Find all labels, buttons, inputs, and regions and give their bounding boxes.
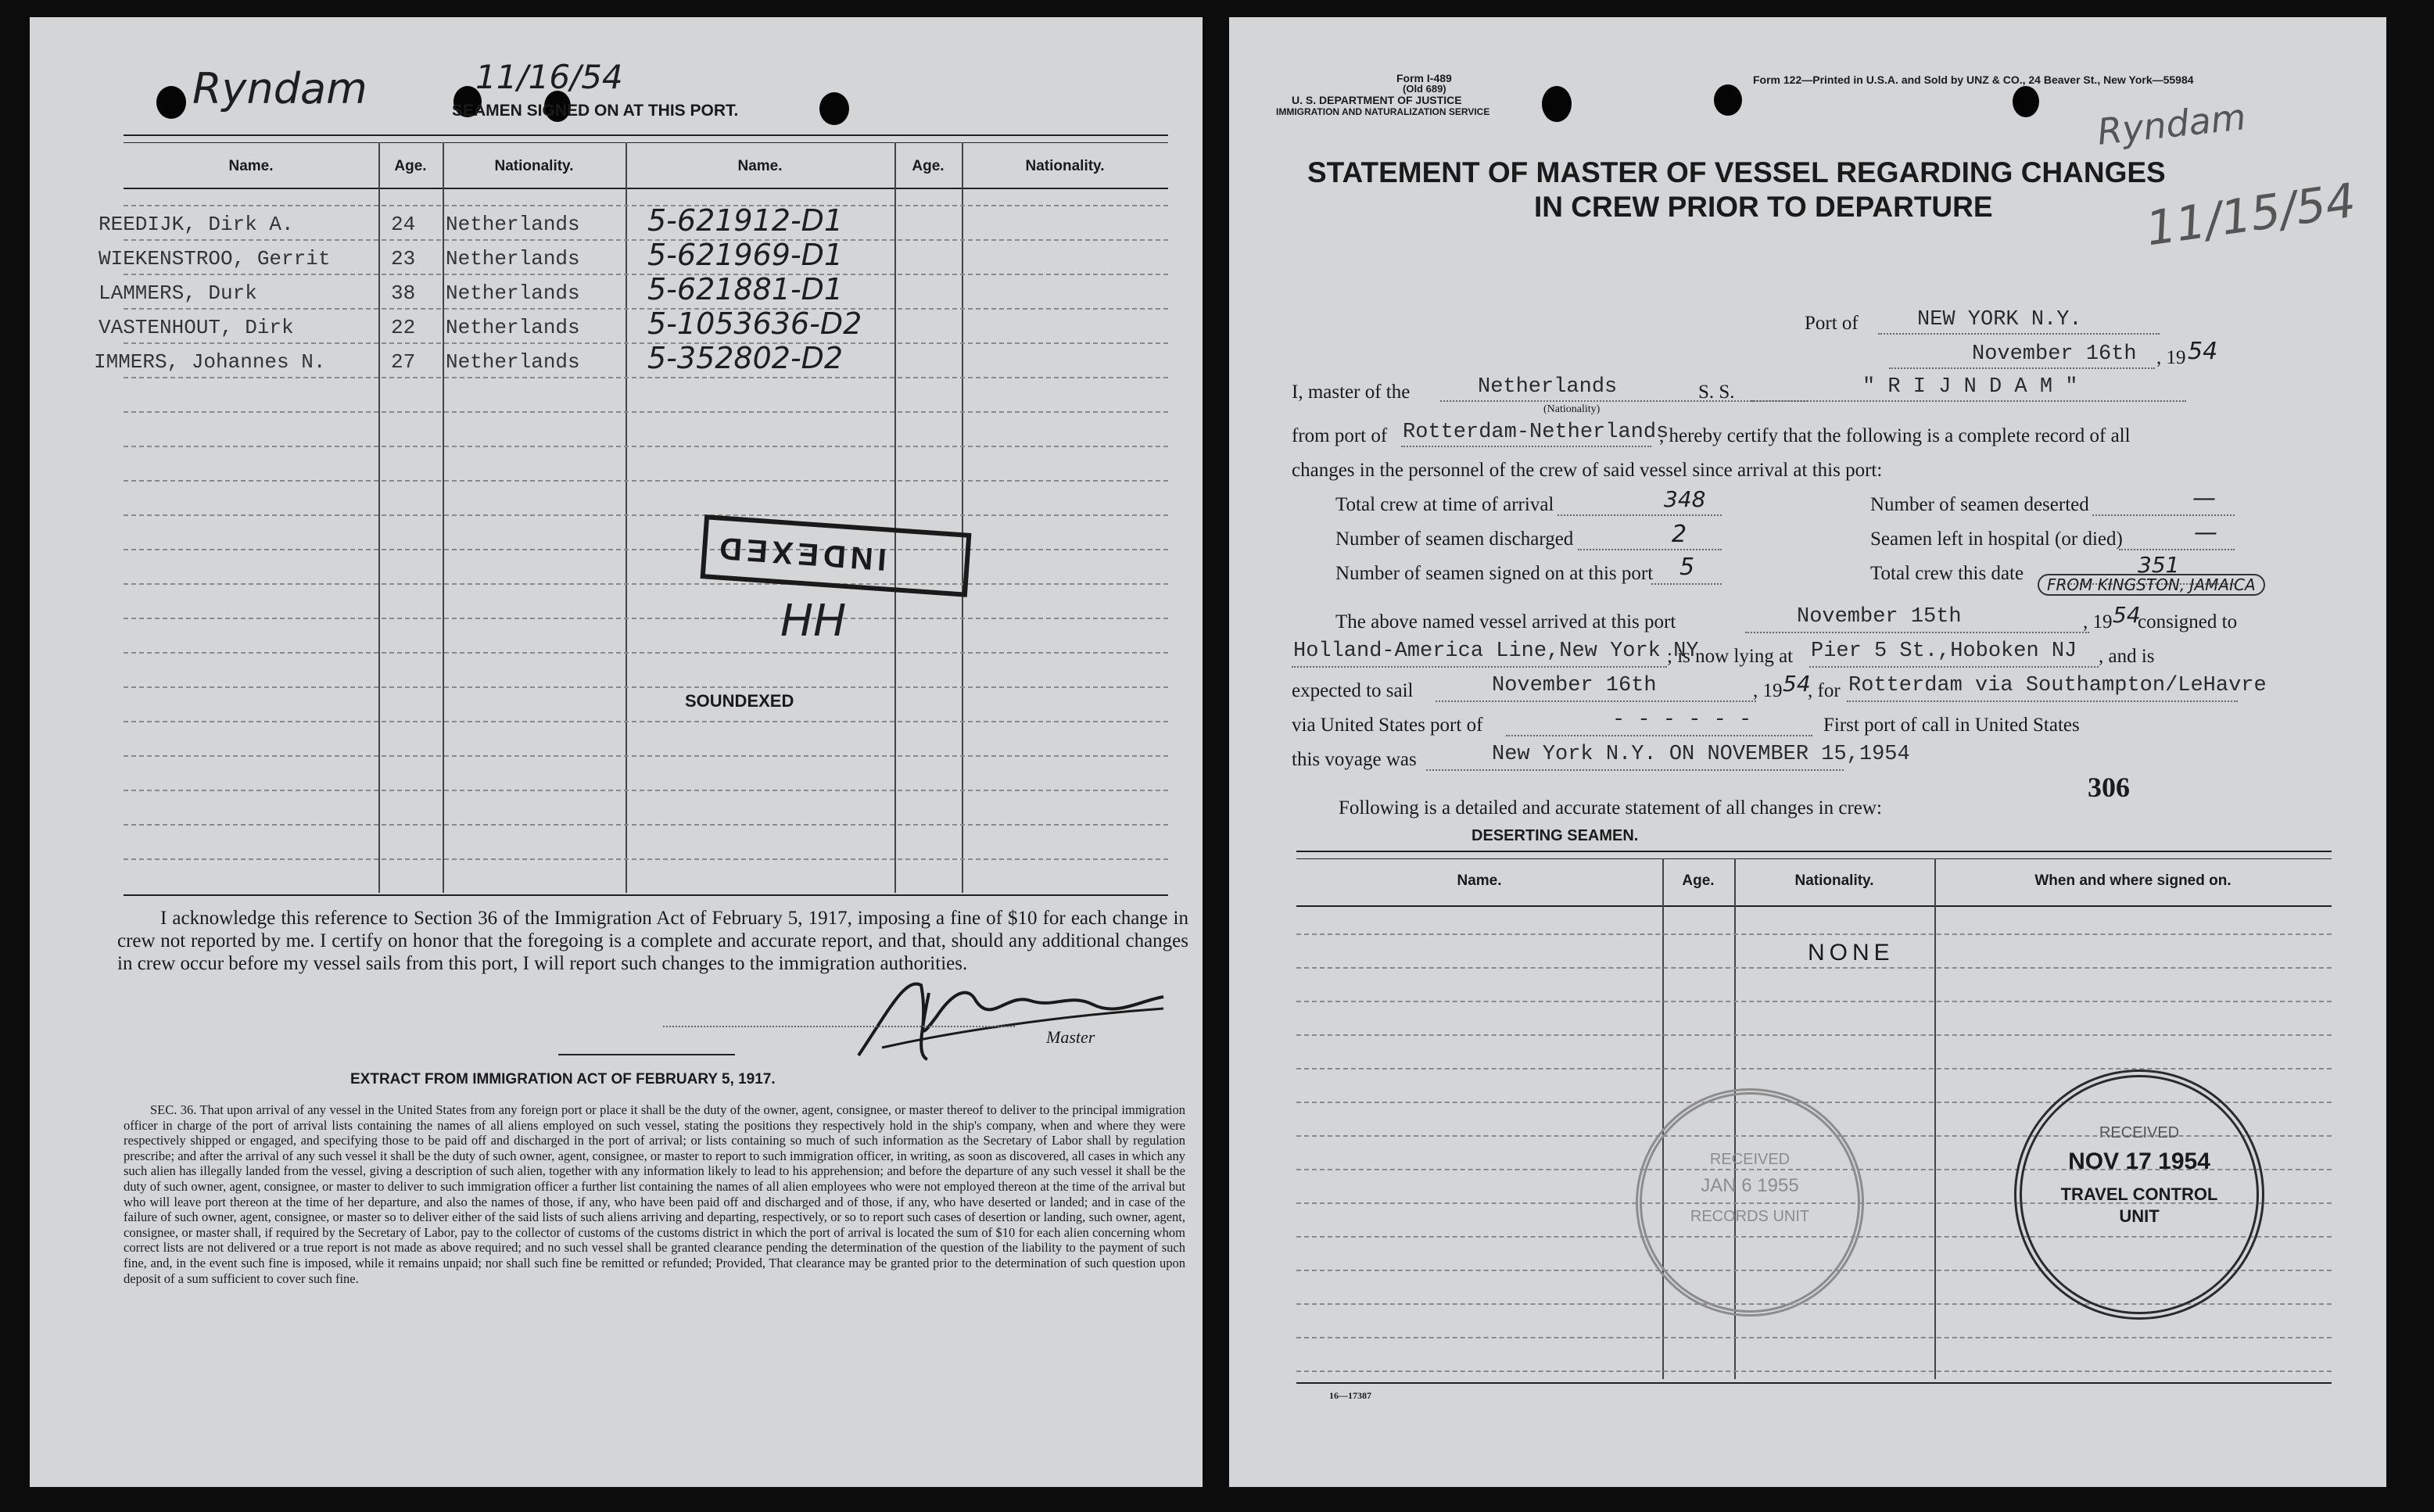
deserting-header: DESERTING SEAMEN. <box>1472 827 1639 844</box>
via-value: - - - - - - <box>1612 708 1752 732</box>
table-rule <box>124 583 1168 585</box>
table-row-nationality: Netherlands <box>446 281 580 305</box>
table-rule <box>1296 1068 2332 1070</box>
indexed-initials: HH <box>780 596 847 647</box>
table-rule <box>124 721 1168 722</box>
table-rule <box>124 480 1168 482</box>
consignee-value: Holland-America Line,New York NY <box>1293 640 1699 663</box>
expected-year-prefix: , 19 <box>1753 680 1783 701</box>
arrived-year-prefix: , 19 <box>2083 611 2113 632</box>
travel-control-stamp: RECEIVED NOV 17 1954 TRAVEL CONTROL UNIT <box>2014 1070 2264 1320</box>
hospital-label: Seamen left in hospital (or died) <box>1870 528 2123 550</box>
column-header: Age. <box>1682 872 1715 889</box>
table-row-age: 27 <box>391 350 416 374</box>
nationality-caption: (Nationality) <box>1543 403 1601 415</box>
hospital-value: — <box>2194 519 2217 546</box>
year-prefix: , 19 <box>2156 347 2186 368</box>
table-rule <box>124 377 1168 378</box>
ss-label: S. S. <box>1698 382 1735 403</box>
handwritten-ship-name: Ryndam <box>2095 95 2248 153</box>
punch-hole <box>1714 84 1742 116</box>
table-row-nationality: Netherlands <box>446 350 580 374</box>
handwritten-date: 11/16/54 <box>475 58 623 96</box>
title-line-2: IN CREW PRIOR TO DEPARTURE <box>1534 191 1993 223</box>
table-rule <box>124 411 1168 413</box>
form-number: Form I-489 <box>1396 72 1452 84</box>
expected-year-value: 54 <box>1783 671 1811 697</box>
acknowledgement-text: I acknowledge this reference to Section 36 of the Immigration Act of February 5, 1917, imposing a fine of $10 for each change in crew not reported by me. I certify on honor that the foregoing is a complete and accurate report, and that, should any additional changes in crew occur before my vessel sails from this port, I will report such changes to the immigration authorities. <box>117 908 1188 974</box>
punch-hole <box>156 86 186 119</box>
handwritten-ship-name: Ryndam <box>192 64 367 113</box>
for-value: Rotterdam via Southampton/LeHavre <box>1848 674 2267 697</box>
table-row-name: WIEKENSTROO, Gerrit <box>99 247 331 271</box>
signed-on-value: 5 <box>1679 554 1695 581</box>
table-row-age: 38 <box>391 281 416 305</box>
department-line: U. S. DEPARTMENT OF JUSTICE <box>1292 94 1462 106</box>
lying-label: ; is now lying at <box>1667 646 1794 667</box>
arrived-year-value: 54 <box>2113 602 2141 628</box>
handwritten-date: 11/15/54 <box>2142 173 2360 257</box>
and-is-text: , and is <box>2099 646 2155 667</box>
first-port-label: First port of call in United States <box>1823 715 2080 736</box>
voyage-value: New York N.Y. ON NOVEMBER 15,1954 <box>1492 743 1910 766</box>
column-header: Name. <box>1457 872 1502 889</box>
discharged-label: Number of seamen discharged <box>1335 528 1574 550</box>
footer-code: 16—17387 <box>1329 1390 1371 1401</box>
extract-title: EXTRACT FROM IMMIGRATION ACT OF FEBRUARY 5, 1917. <box>350 1071 776 1087</box>
discharged-value: 2 <box>1672 521 1687 548</box>
table-row-name: IMMERS, Johannes N. <box>94 350 326 374</box>
table-rule <box>124 652 1168 654</box>
table-row-nationality: Netherlands <box>446 213 580 236</box>
expected-label: expected to sail <box>1292 680 1414 701</box>
punch-hole <box>819 92 849 125</box>
table-rule <box>124 308 1168 310</box>
table-rule <box>1296 1370 2332 1372</box>
table-rule <box>124 858 1168 860</box>
soundexed-stamp: SOUNDEXED <box>685 691 794 711</box>
table-rule <box>124 274 1168 275</box>
table-rule <box>1296 933 2332 935</box>
extract-body: SEC. 36. That upon arrival of any vessel in the United States from any foreign port or place it shall be the duty of the owner, agent, consignee, or master thereof to deliver to the principal immigration officer in charge of the port of arrival lists containing the names of all aliens employed on such vessel, stating the positions they respectively hold in the ship's company, when and where they were respectively shipped or engaged, and specifying those to be paid off and discharged in the port of arrival; or lists containing so much of such information as the Secretary of Labor shall by regulation prescribe; and after the arrival of any such vessel it shall be the duty of such owner, agent, consignee, or master to report to such immigration officer, in writing, as soon as discovered, all cases in which any such alien has illegally landed from the vessel, giving a description of such alien, together with any information likely to lead to his apprehension; and before the departure of any such vessel it shall be the duty of such owner, agent, consignee, or master to deliver to such immigration officer a further list containing the names of all alien employees who were not employed thereon at the time of the arrival but who will leave port thereon at the time of her departure, and also the names of those, if any, who have been paid off and discharged and of those, if any, who have deserted or landed; and in case of the failure of such owner, agent, consignee, or master so to deliver either of the said lists of such aliens arriving and departing, respectively, or so to report such cases of desertion or landing, such owner, agent, consignee, or master shall, if required by the Secretary of Labor, pay to the collector of customs of the customs district in which the port of arrival is located the sum of $10 for each alien concerning whom correct lists are not delivered or a true report is not made as above required; and no such vessel shall be granted clearance pending the determination of the question of the liability to the payment of such fine, and, in the event such fine is imposed, while it remains unpaid; nor shall such fine be remitted or refunded; Provided, That clearance may be granted prior to the determination of such question upon deposit of a sum sufficient to cover such fine. <box>124 1102 1185 1286</box>
from-kingston-note: FROM KINGSTON, JAMAICA <box>2038 574 2265 596</box>
voyage-label: this voyage was <box>1292 749 1417 770</box>
table-rule <box>1296 1001 2332 1002</box>
certify-text: , hereby certify that the following is a complete record of all <box>1659 425 2131 446</box>
table-row-age: 23 <box>391 247 416 271</box>
arrived-value: November 15th <box>1797 605 1962 629</box>
table-rule <box>124 686 1168 688</box>
changes-text: changes in the personnel of the crew of said vessel since arrival at this port: <box>1292 460 1883 481</box>
column-header: Name. <box>228 158 274 174</box>
table-rule <box>124 205 1168 206</box>
total-arrival-value: 348 <box>1664 486 1706 512</box>
none-entry: NONE <box>1808 940 1895 966</box>
table-rule <box>1296 1337 2332 1338</box>
master-signature <box>835 962 1179 1071</box>
table-rule <box>124 239 1168 241</box>
total-date-label: Total crew this date <box>1870 563 2024 584</box>
left-page <box>30 17 1203 1487</box>
table-rule <box>124 514 1168 516</box>
table-rule <box>124 755 1168 757</box>
port-label: Port of <box>1805 313 1859 334</box>
table-rule <box>124 549 1168 550</box>
service-line: IMMIGRATION AND NATURALIZATION SERVICE <box>1276 106 1490 117</box>
table-row-number: 5-621969-D1 <box>647 238 844 272</box>
deserted-value: — <box>2192 485 2216 512</box>
right-page <box>1229 17 2386 1487</box>
date-value: November 16th <box>1972 342 2137 366</box>
master-label: Master <box>1046 1027 1095 1047</box>
via-label: via United States port of <box>1292 715 1483 736</box>
deserted-label: Number of seamen deserted <box>1870 494 2089 515</box>
punch-hole <box>2013 86 2039 117</box>
column-header: When and where signed on. <box>2034 872 2231 889</box>
for-label: , for <box>1808 680 1841 701</box>
table-row-age: 22 <box>391 316 416 339</box>
arrived-label: The above named vessel arrived at this port <box>1335 611 1676 632</box>
from-port-label: from port of <box>1292 425 1388 446</box>
lying-value: Pier 5 St.,Hoboken NJ <box>1811 640 2077 663</box>
table-rule <box>124 342 1168 344</box>
column-header: Age. <box>394 158 427 174</box>
expected-value: November 16th <box>1492 674 1657 697</box>
column-header: Nationality. <box>1025 158 1105 174</box>
records-unit-stamp: RECEIVED JAN 6 1955 RECORDS UNIT <box>1636 1088 1864 1317</box>
section-header: SEAMEN SIGNED ON AT THIS PORT. <box>452 102 739 120</box>
table-row-number: 5-621912-D1 <box>647 203 844 238</box>
table-row-number: 5-621881-D1 <box>647 272 844 306</box>
table-rule <box>124 446 1168 447</box>
table-row-nationality: Netherlands <box>446 316 580 339</box>
table-rule <box>1296 1034 2332 1036</box>
printer-line: Form 122—Printed in U.S.A. and Sold by UNZ & CO., 24 Beaver St., New York—55984 <box>1753 73 2194 86</box>
document-number: 306 <box>2088 772 2130 803</box>
nationality-value: Netherlands <box>1478 375 1618 399</box>
total-date-value: 351 <box>2138 552 2180 578</box>
following-text: Following is a detailed and accurate statement of all changes in crew: <box>1339 797 1882 819</box>
punch-hole <box>1542 86 1572 122</box>
signed-on-label: Number of seamen signed on at this port <box>1335 563 1654 584</box>
table-rule <box>124 790 1168 791</box>
table-row-name: LAMMERS, Durk <box>99 281 257 305</box>
table-rule <box>124 618 1168 619</box>
ship-name-value: " R I J N D A M " <box>1862 375 2078 399</box>
from-port-value: Rotterdam-Netherlands <box>1403 421 1669 444</box>
form-old-number: (Old 689) <box>1403 83 1446 95</box>
column-header: Name. <box>737 158 783 174</box>
column-header: Nationality. <box>1794 872 1874 889</box>
port-value: NEW YORK N.Y. <box>1917 308 2082 331</box>
column-header: Age. <box>912 158 945 174</box>
table-row-age: 24 <box>391 213 416 236</box>
table-row-number: 5-1053636-D2 <box>647 306 862 341</box>
table-row-nationality: Netherlands <box>446 247 580 271</box>
master-of-label: I, master of the <box>1292 382 1411 403</box>
year-value: 54 <box>2188 338 2218 365</box>
table-row-number: 5-352802-D2 <box>647 341 844 375</box>
indexed-stamp: INDEXED <box>701 514 972 597</box>
consigned-label: consigned to <box>2138 611 2238 632</box>
table-row-name: VASTENHOUT, Dirk <box>99 316 294 339</box>
column-header: Nationality. <box>494 158 574 174</box>
total-arrival-label: Total crew at time of arrival <box>1335 494 1554 515</box>
title-line-1: STATEMENT OF MASTER OF VESSEL REGARDING CHANGES <box>1307 156 2166 188</box>
table-rule <box>124 824 1168 826</box>
table-rule <box>1296 967 2332 969</box>
table-row-name: REEDIJK, Dirk A. <box>99 213 294 236</box>
